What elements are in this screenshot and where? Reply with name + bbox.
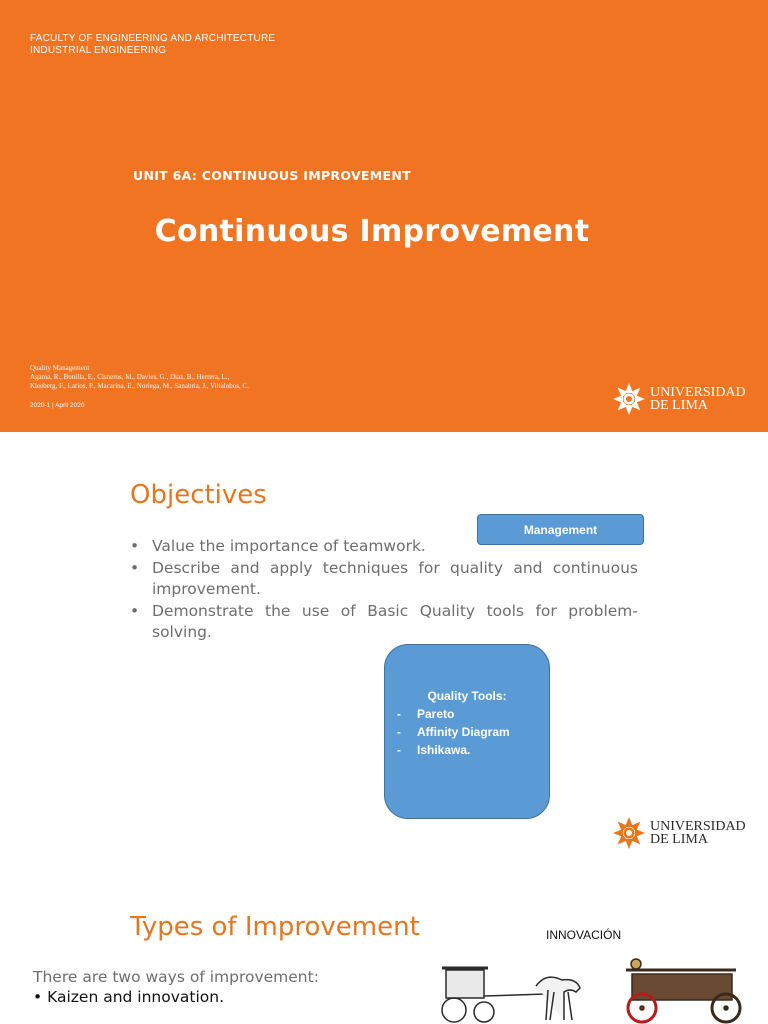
dash-glyph: - — [397, 743, 401, 757]
logo-text-line-2: DE LIMA — [650, 398, 708, 413]
star-logo-icon — [612, 382, 646, 416]
dash-glyph: - — [397, 707, 401, 721]
objective-text: Demonstrate the use of Basic Quality tools for problem-solving. — [152, 602, 638, 641]
types-heading: Types of Improvement — [130, 912, 420, 942]
innovation-label: INNOVACIÓN — [546, 928, 622, 942]
university-logo — [612, 816, 746, 850]
tool-item — [385, 723, 549, 741]
authors-line-1: Agama, R., Bonilla, E., Cisneros, M., Davies, G., Diaz, B., Herrera, L., — [30, 373, 230, 381]
management-label: Management — [523, 522, 598, 537]
university-logo — [612, 382, 746, 416]
tool-item — [385, 741, 549, 759]
intro-text: There are two ways of improvement: — [33, 968, 319, 986]
bullet-glyph: • — [130, 537, 140, 555]
logo-text-line-2: DE LIMA — [650, 832, 708, 847]
bullet-glyph: • — [130, 559, 140, 577]
management-box — [477, 514, 644, 545]
motor-carriage-icon — [626, 959, 740, 1022]
quality-tools-title: Quality Tools: — [427, 689, 507, 703]
star-logo-icon — [612, 816, 646, 850]
quality-tools-box — [384, 644, 550, 819]
objectives-list — [130, 536, 638, 644]
date-label: 2020-1 | April 2020 — [30, 402, 85, 409]
carriage-illustration-icon — [436, 956, 768, 1024]
horse-carriage-icon — [442, 968, 580, 1022]
tool-item — [385, 705, 549, 723]
kaizen-text: Kaizen and innovation. — [47, 988, 225, 1006]
objective-item — [130, 558, 638, 600]
department-line: INDUSTRIAL ENGINEERING — [30, 45, 167, 56]
tool-name: Affinity Diagram — [417, 725, 510, 739]
objective-text: Value the importance of teamwork. — [152, 537, 426, 555]
faculty-header — [30, 33, 275, 57]
kaizen-bullet — [33, 988, 224, 1006]
tool-name: Ishikawa. — [417, 743, 471, 757]
course-name: Quality Management — [30, 364, 90, 372]
dash-glyph: - — [397, 725, 401, 739]
logo-text-line-1: UNIVERSIDAD — [650, 819, 746, 834]
slide-title: Continuous Improvement — [154, 214, 590, 249]
objectives-slide — [0, 432, 768, 864]
types-slide — [0, 864, 768, 1024]
logo-text-line-1: UNIVERSIDAD — [650, 385, 746, 400]
faculty-line: FACULTY OF ENGINEERING AND ARCHITECTURE — [30, 33, 276, 44]
objectives-heading: Objectives — [130, 480, 267, 510]
bullet-glyph: • — [33, 988, 43, 1006]
bullet-glyph: • — [130, 602, 140, 620]
objective-item — [130, 601, 638, 643]
unit-label: UNIT 6A: CONTINUOUS IMPROVEMENT — [133, 168, 411, 183]
authors-line-2: Kleeberg, F., Larios, P., Macarina, E., Noriega, M., Sanabria, J., Villalobos, C. — [30, 382, 249, 390]
tool-name: Pareto — [417, 707, 455, 721]
author-credits — [30, 364, 249, 391]
objective-text: Describe and apply techniques for quality and continuous improvement. — [152, 559, 638, 598]
title-slide — [0, 0, 768, 432]
